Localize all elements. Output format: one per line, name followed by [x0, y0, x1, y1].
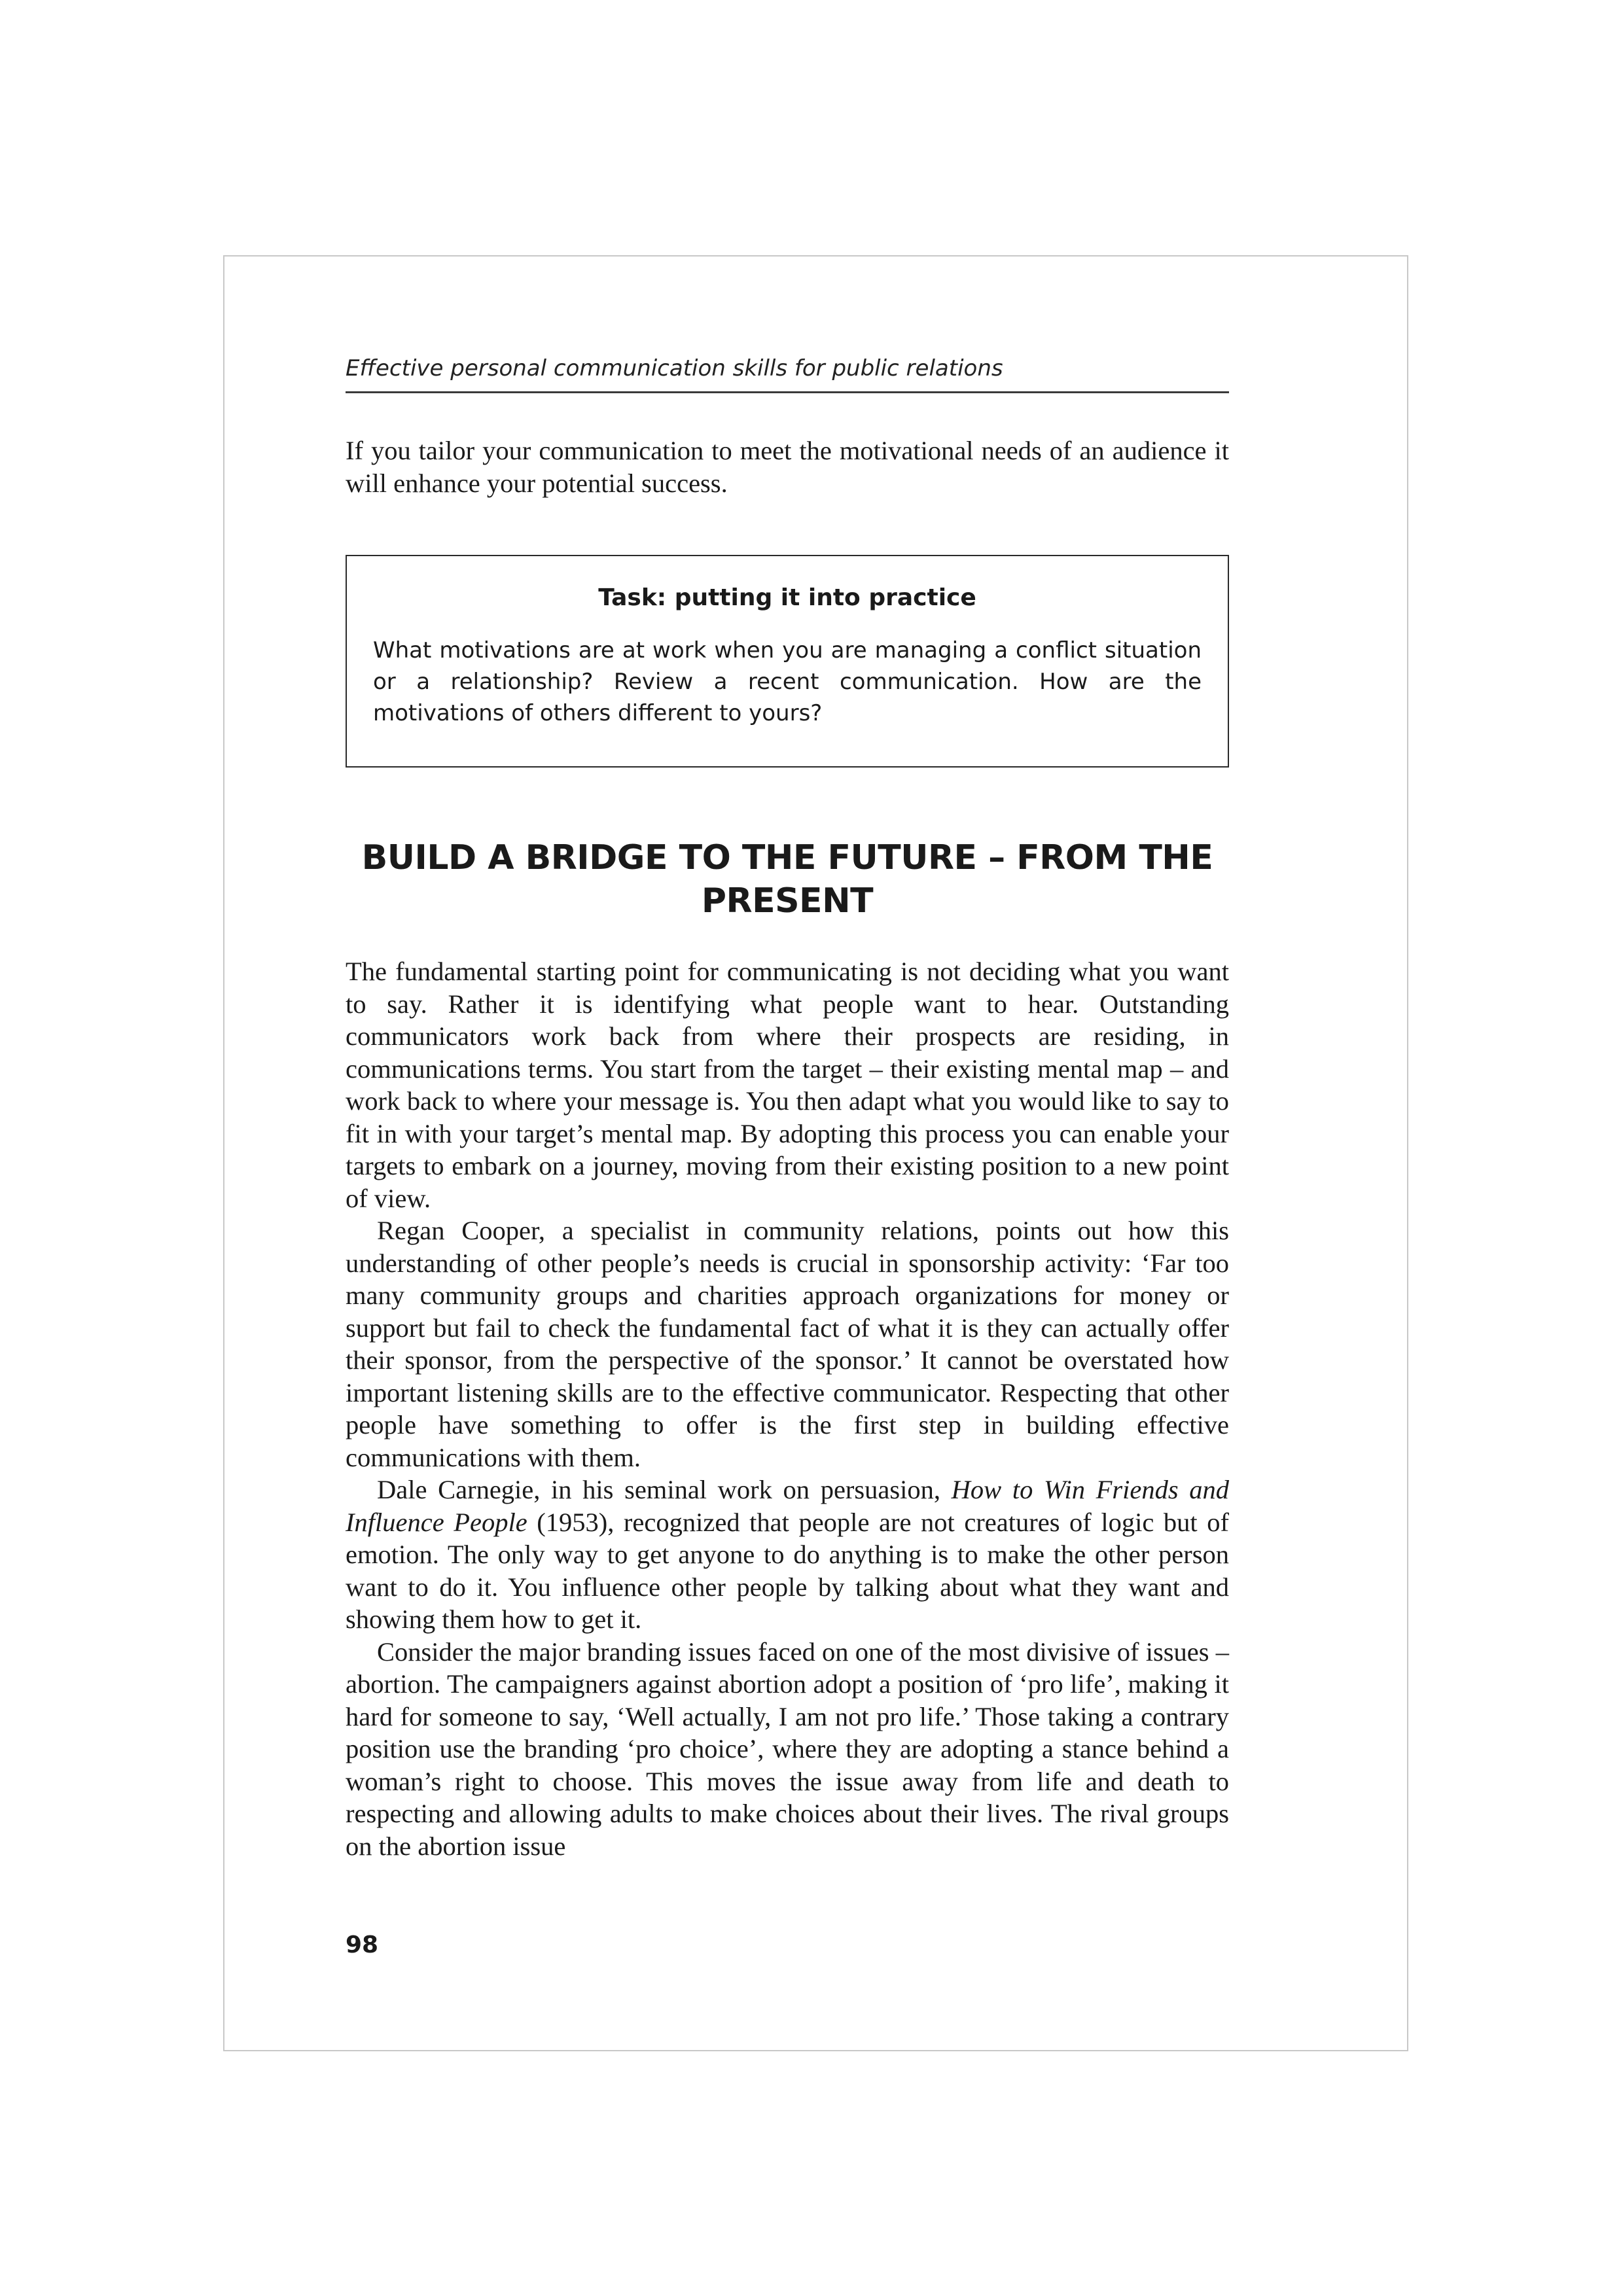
running-head: Effective personal communication skills for public relations — [346, 353, 1229, 393]
section-heading: BUILD A BRIDGE TO THE FUTURE – FROM THE PRESENT — [361, 838, 1213, 921]
paragraph-3-rest: (1953), recognized that people are not creatures of logic but of emotion. The only way to get anyone to do anything is to make the other person want to do it. You influence other people by talking about what they want and showing them how to get it. — [346, 1507, 1229, 1634]
intro-paragraph: If you tailor your communication to meet the motivational needs of an audience it will enhance your potential success. — [346, 436, 1229, 498]
paragraph-2: Regan Cooper, a specialist in community relations, points out how this understanding of other people’s needs is crucial in sponsorship activity: ‘Far too many community groups and charities approach organizations for money or support but fail to check the fundamental fact of what it is they can actually offer their sponsor, from the perspective of the sponsor.’ It cannot be overstated how important listening skills are to the effective communicator. Respecting that other people have something to offer is the first step in building effective communications with them. — [346, 1216, 1229, 1472]
paragraph-3 — [346, 1474, 1229, 1636]
book-title: How to Win Friends and Influence People — [346, 1475, 1229, 1537]
task-box-title: Task: putting it into practice — [598, 584, 976, 611]
task-box-text: What motivations are at work when you are managing a conflict situation or a relationship? Review a recent communication. How are the motivations of others different to yours? — [373, 637, 1202, 726]
task-box — [346, 555, 1229, 768]
page-number: 98 — [346, 1932, 379, 1958]
paragraph-4: Consider the major branding issues faced on one of the most divisive of issues – abortion. The campaigners against abortion adopt a position of ‘pro life’, making it hard for someone to say, ‘Well actually, I am not pro life.’ Those taking a contrary position use the branding ‘pro choice’, where they are adopting a stance behind a woman’s right to choose. This moves the issue away from life and death to respecting and allowing adults to make choices about their lives. The rival groups on the abortion issue — [346, 1636, 1229, 1861]
paragraph-1: The fundamental starting point for communicating is not deciding what you want to say. Rather it is identifying what people want to hear. Outstanding communicators work back from where their prospects are residing, in communications terms. You start from the target – their existing mental map – and work back to where your message is. You then adapt what you would like to say to fit in with your target’s mental map. By adopting this process you can enable your targets to embark on a journey, moving from their existing position to a new point of view. — [346, 957, 1229, 1213]
main-text — [346, 955, 1229, 1862]
paragraph-3-lead: Dale Carnegie, in his seminal work on persuasion, — [377, 1475, 952, 1504]
